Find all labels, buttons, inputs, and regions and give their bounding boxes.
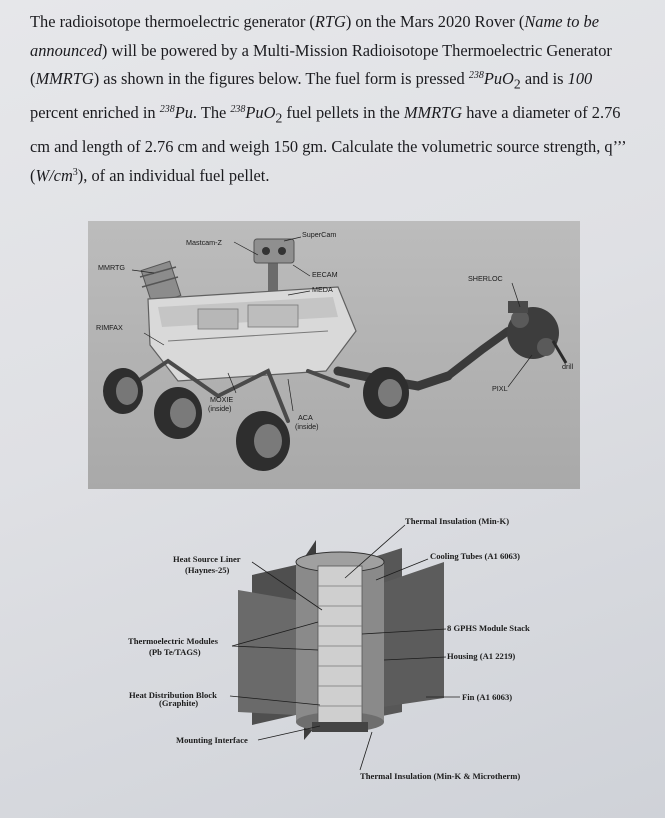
- text-run: percent enriched in: [30, 103, 160, 123]
- label-aca: ACA: [298, 413, 313, 422]
- text-run: . The: [192, 103, 231, 123]
- label-moxie: MOXIE: [210, 395, 234, 404]
- turret: [507, 301, 566, 363]
- mmrtg-cutaway: [0, 500, 665, 800]
- label-supercam: SuperCam: [302, 230, 337, 239]
- formula-subscript: 2: [513, 76, 521, 92]
- label-heat-source-liner: Heat Source Liner: [173, 554, 241, 564]
- housing: [296, 552, 384, 732]
- label-mounting-interface: Mounting Interface: [176, 735, 248, 745]
- rover-figure: [88, 221, 580, 489]
- text-run: fuel pellets in the: [282, 103, 404, 123]
- label-moxie-sub: (inside): [208, 404, 232, 413]
- label-gphs-stack: 8 GPHS Module Stack: [447, 623, 530, 633]
- rtg-term: RTG: [314, 12, 346, 31]
- label-fin: Fin (A1 6063): [462, 692, 513, 702]
- text-run: The radioisotope thermoelectric generator (: [30, 12, 315, 31]
- text-run: ) on the Mars 2020 Rover (: [345, 12, 525, 31]
- label-drill: drill: [562, 362, 574, 371]
- label-pixl: PIXL: [492, 384, 508, 393]
- problem-statement: [30, 8, 642, 190]
- label-sherloc: SHERLOC: [468, 274, 503, 283]
- isotope-superscript: 238: [159, 104, 175, 116]
- label-thermoelectric-sub: (Pb Te/TAGS): [149, 647, 201, 657]
- label-housing: Housing (A1 2219): [447, 651, 516, 661]
- label-aca-sub: (inside): [295, 422, 319, 431]
- wheels: [103, 367, 409, 471]
- text-run: ) will be powered by a Multi-Mission Radioisotope Thermoelectric Generator (: [30, 40, 612, 89]
- text-run: have a diameter of 2.76 cm and length of 2.76 cm and weigh 150 gm. Calculate the volumetric source strength, q’’’ (: [30, 103, 626, 185]
- label-mastcam-z: Mastcam-Z: [186, 238, 222, 247]
- label-thermal-insulation: Thermal Insulation (Min-K): [405, 516, 510, 526]
- mmrtg-term: MMRTG: [35, 69, 94, 89]
- label-eecam: EECAM: [312, 270, 338, 279]
- rover-name-note: Name to be announced: [30, 12, 599, 60]
- pu-symbol: Pu: [174, 103, 193, 123]
- label-heat-distribution-sub: (Graphite): [159, 698, 199, 708]
- text-run: ), of an individual fuel pellet.: [77, 165, 270, 185]
- text-run: and is: [520, 69, 568, 89]
- rover-illustration: [88, 221, 580, 489]
- isotope-superscript: 238: [468, 70, 484, 82]
- formula-subscript: 2: [275, 110, 283, 126]
- label-cooling-tubes: Cooling Tubes (A1 6063): [430, 551, 521, 561]
- label-thermoelectric-modules: Thermoelectric Modules: [128, 636, 218, 646]
- wheel: [103, 368, 143, 414]
- label-heat-source-liner-sub: (Haynes-25): [185, 565, 230, 575]
- fuel-formula: PuO: [245, 103, 276, 123]
- label-meda: MEDA: [312, 285, 333, 294]
- label-thermal-insulation-2: Thermal Insulation (Min-K & Microtherm): [360, 771, 521, 781]
- units: W/cm: [35, 165, 73, 185]
- mmrtg-term: MMRTG: [403, 103, 463, 123]
- wheel: [154, 387, 202, 439]
- fuel-formula: PuO: [483, 69, 514, 89]
- wheel: [236, 411, 290, 471]
- enrichment-value: 100: [567, 69, 593, 89]
- label-mmrtg: MMRTG: [98, 263, 126, 272]
- isotope-superscript: 238: [230, 104, 246, 116]
- text-run: ) as shown in the figures below. The fuel form is pressed: [93, 69, 469, 89]
- robotic-arm: [338, 331, 508, 386]
- wheel: [363, 367, 409, 419]
- units-superscript: 3: [72, 166, 78, 178]
- mmrtg-figure: [0, 500, 665, 800]
- label-rimfax: RIMFAX: [96, 323, 123, 332]
- label-heat-distribution-block: Heat Distribution Block: [129, 690, 217, 700]
